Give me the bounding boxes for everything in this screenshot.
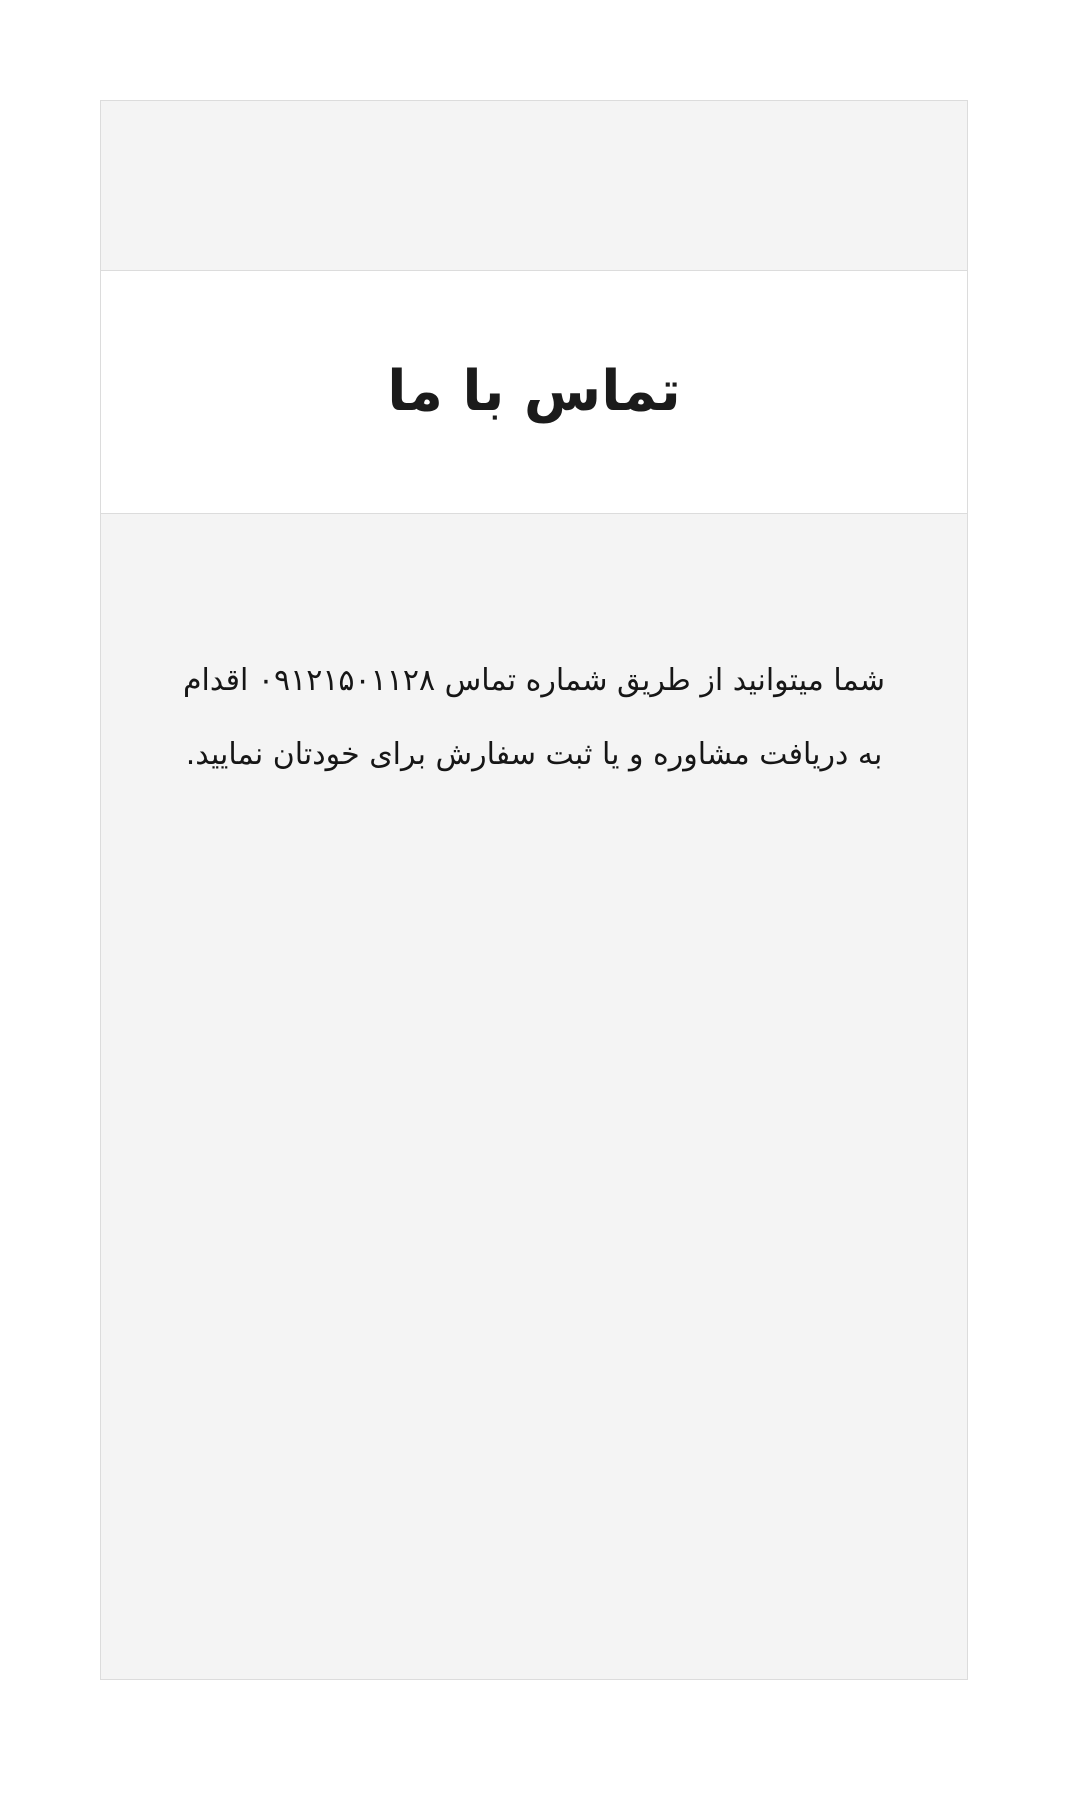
page-title: تماس با ما: [387, 359, 681, 425]
content-card: [100, 100, 968, 1680]
contact-paragraph: شما میتوانید از طریق شماره تماس ۰۹۱۲۱۵۰۱۱۲۸ اقدام به دریافت مشاوره و یا ثبت سفارش برای خودتان نمایید.: [182, 663, 886, 772]
card-top-spacer: [101, 101, 967, 271]
content-body: [101, 514, 967, 1679]
page-title-band: [101, 271, 967, 514]
